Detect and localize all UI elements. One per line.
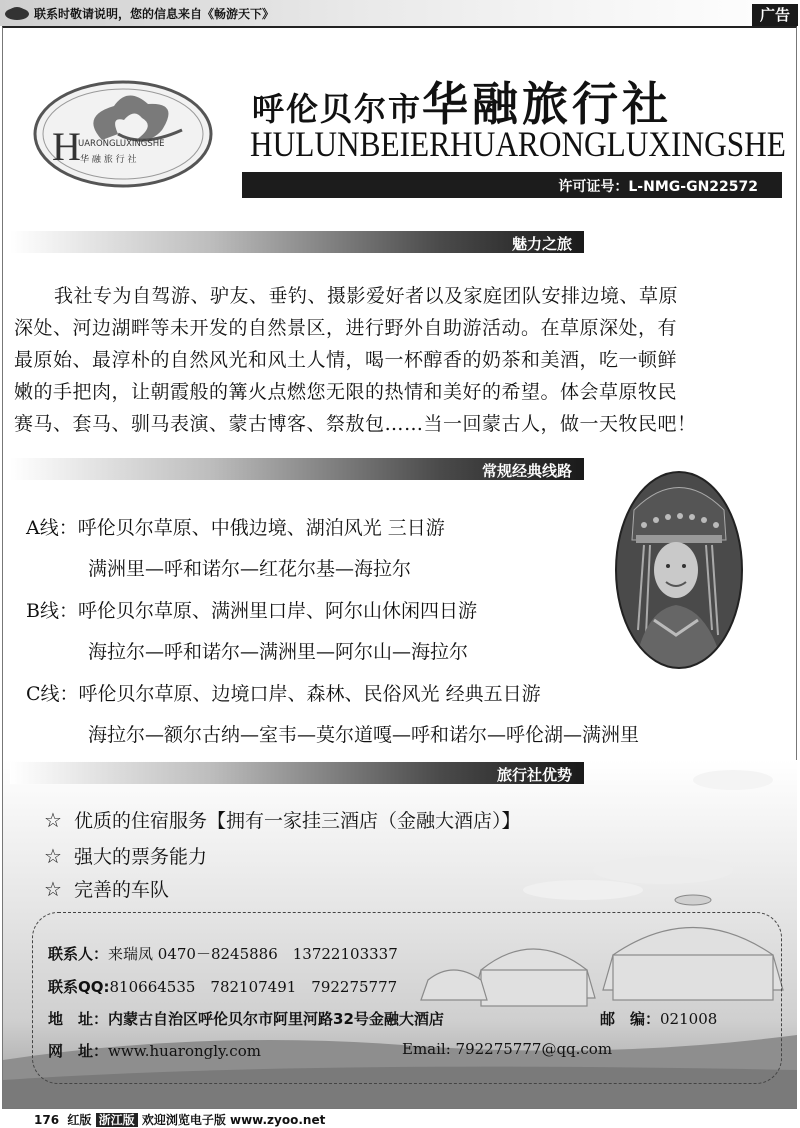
star-icon: ☆	[44, 808, 62, 832]
logo-cn: 华 融 旅 行 社	[80, 155, 137, 165]
contact-web-value[interactable]: www.huarongly.com	[108, 1042, 261, 1060]
route-a	[26, 513, 445, 540]
advantage-text: 优质的住宿服务【拥有一家挂三酒店（金融大酒店）】	[74, 810, 521, 832]
route-c	[26, 679, 541, 706]
section-title-charm: 魅力之旅	[511, 235, 572, 253]
contact-qq-value: 810664535 782107491 792275777	[109, 978, 398, 996]
intro-line: 赛马、套马、驯马表演、蒙古博客、祭敖包……当一回蒙古人，做一天牧民吧！	[14, 413, 697, 435]
contact-person	[48, 943, 398, 964]
license-bar	[242, 172, 782, 198]
contact-email-label: Email:	[402, 1040, 451, 1058]
advantage-item	[44, 806, 521, 833]
contact-email-value[interactable]: 792275777@qq.com	[455, 1040, 613, 1058]
contact-person-value: 来瑞凤 0470－8245886 13722103337	[108, 945, 398, 963]
route-name: 呼伦贝尔草原、中俄边境、湖泊风光 三日游	[77, 517, 445, 539]
intro-line: 嫩的手把肉，让朝霞般的篝火点燃您无限的热情和美好的希望。体会草原牧民	[14, 381, 678, 403]
contact-zip-label: 邮 编：	[600, 1010, 661, 1028]
contact-web-label: 网 址：	[48, 1042, 109, 1060]
company-logo	[32, 78, 214, 190]
route-b	[26, 596, 477, 623]
route-a-path: 满洲里—呼和诺尔—红花尔基—海拉尔	[88, 558, 412, 580]
source-notice: 联系时敬请说明，您的信息来自《畅游天下》	[34, 7, 275, 21]
ad-badge: 广告	[752, 4, 798, 26]
logo-pinyin: UARONGLUXINGSHE	[78, 139, 165, 149]
contact-zip	[600, 1008, 717, 1029]
logo-letter: H	[52, 124, 81, 169]
contact-address	[48, 1008, 444, 1029]
page-number: 176	[34, 1113, 60, 1127]
route-c-path: 海拉尔—额尔古纳—室韦—莫尔道嘎—呼和诺尔—呼伦湖—满洲里	[88, 724, 640, 746]
intro-line: 深处、河边湖畔等未开发的自然景区，进行野外自助游活动。在草原深处，有	[14, 317, 678, 339]
contact-person-label: 联系人：	[48, 945, 109, 963]
footer-text	[34, 1111, 325, 1128]
route-label: A线：	[26, 517, 78, 539]
contact-qq	[48, 976, 397, 997]
intro-line: 最原始、最淳朴的自然风光和风土人情，喝一杯醇香的奶茶和美酒，吃一顿鲜	[14, 349, 678, 371]
mongolian-woman-portrait	[614, 470, 744, 670]
advantage-item	[44, 842, 207, 869]
advantage-text: 强大的票务能力	[74, 846, 208, 868]
region-label: 浙江版	[96, 1113, 138, 1127]
intro-line: 我社专为自驾游、驴友、垂钓、摄影爱好者以及家庭团队安排边境、草原	[54, 285, 679, 307]
section-bar-advantages	[10, 762, 584, 784]
section-title-routes: 常规经典线路	[481, 462, 572, 480]
license-number: 许可证号：L-NMG-GN22572	[558, 179, 758, 195]
star-icon: ☆	[44, 844, 62, 868]
edition-label: 红版	[67, 1113, 92, 1127]
contact-qq-label: 联系QQ:	[48, 978, 110, 996]
star-icon: ☆	[44, 877, 62, 901]
title-prefix: 呼伦贝尔市	[252, 90, 423, 128]
contact-email	[402, 1040, 612, 1058]
advantage-text: 完善的车队	[74, 879, 170, 901]
advantage-item	[44, 875, 169, 902]
section-title-advantages: 旅行社优势	[496, 766, 572, 784]
footer-site: 欢迎浏览电子版 www.zyoo.net	[141, 1113, 326, 1127]
contact-zip-value: 021008	[660, 1010, 718, 1028]
section-bar-charm	[10, 231, 584, 253]
contact-web	[48, 1040, 261, 1061]
route-b-path: 海拉尔—呼和诺尔—满洲里—阿尔山—海拉尔	[88, 641, 469, 663]
magazine-logo-icon	[4, 4, 30, 22]
agency-title-pinyin: HULUNBEIERHUARONGLUXINGSHE	[250, 124, 786, 164]
contact-address-value: 内蒙古自治区呼伦贝尔市阿里河路32号金融大酒店	[108, 1010, 444, 1028]
title-name: 华融旅行社	[422, 77, 673, 131]
route-name: 呼伦贝尔草原、满洲里口岸、阿尔山休闲四日游	[77, 600, 477, 622]
section-bar-routes	[10, 458, 584, 480]
route-label: B线：	[26, 600, 78, 622]
route-name: 呼伦贝尔草原、边境口岸、森林、民俗风光 经典五日游	[78, 683, 541, 705]
contact-address-label: 地 址：	[48, 1010, 109, 1028]
route-label: C线：	[26, 683, 79, 705]
